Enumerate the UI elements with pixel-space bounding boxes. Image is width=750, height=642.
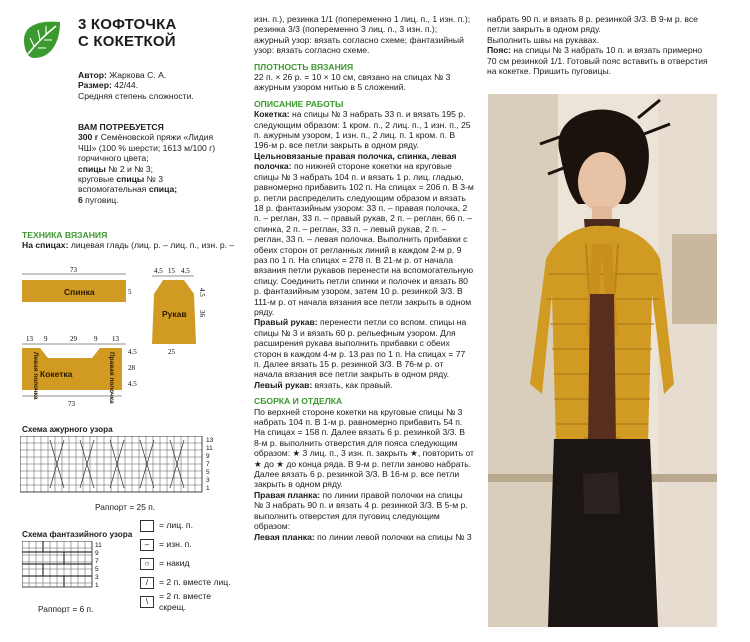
legend-item — [140, 535, 240, 554]
sleeve-bottom: 25 — [168, 348, 175, 356]
needles-text: № 2 и № 3; — [108, 163, 154, 174]
pattern-schematic — [18, 262, 240, 412]
legend-symbol: ○ — [140, 558, 154, 570]
legend-text: = накид — [159, 558, 190, 569]
leaf-icon — [20, 18, 64, 62]
work-heading: ОПИСАНИЕ РАБОТЫ — [254, 98, 344, 109]
buttons-text: пуговиц. — [85, 194, 119, 205]
body-section-label: Цельновязаные правая полочка, спинка, левая полочка: — [254, 150, 457, 172]
legend-text: = 2 п. вместе лиц. — [159, 577, 231, 588]
title-line-2: С КОКЕТКОЙ — [78, 33, 176, 50]
fancy-row-7: 7 — [95, 558, 99, 565]
lace-row-1: 1 — [206, 485, 210, 492]
page-title — [78, 16, 177, 50]
yoke-label: Кокетка — [40, 369, 73, 379]
technique-heading: ТЕХНИКА ВЯЗАНИЯ — [22, 230, 108, 240]
legend-text: = 2 п. вместе скрещ. — [159, 591, 212, 612]
left-placket-label: Левая планка: — [254, 531, 315, 542]
sleeve-top-a: 4.5 — [154, 267, 163, 275]
sleeve-top-c: 4.5 — [181, 267, 190, 275]
yoke-side-2: 28 — [128, 364, 135, 372]
belt-label: Пояс: — [487, 45, 511, 56]
back-height-label: 5 — [128, 288, 132, 296]
density-text: 22 п. × 26 р. = 10 × 10 см, связано на спицах № 3 ажурным узором нитью в 5 сложений. — [254, 72, 451, 93]
instructions-column — [254, 14, 474, 542]
difficulty: Средняя степень сложности. — [78, 90, 194, 101]
yoke-section-label: Кокетка: — [254, 109, 290, 120]
lace-repeat: Раппорт = 25 п. — [95, 502, 156, 512]
technique-needles-text: лицевая гладь (лиц. р. – лиц. п., изн. р. – — [70, 240, 235, 251]
lace-chart-title: Схема ажурного узора — [22, 425, 113, 434]
materials-block — [78, 122, 230, 205]
patterns-intro: изн. п.), резинка 1/1 (попеременно 1 лиц. п., 1 изн. п.); резинка 3/3 (попеременно 3 лиц. п., 3 изн. п.); ажурный узор: вязать согласно схеме; фантазийный узор: вязать согласно схеме. — [254, 14, 471, 56]
fancy-row-9: 9 — [95, 550, 99, 557]
legend-text: = лиц. п. — [159, 520, 193, 531]
fancy-repeat: Раппорт = 6 п. — [38, 604, 94, 614]
right-front-label: Правая полочка — [108, 352, 115, 404]
lace-row-3: 3 — [206, 477, 210, 484]
title-line-1: 3 КОФТОЧКА — [78, 16, 177, 33]
sleeve-side-a: 4.5 — [198, 288, 206, 297]
yarn-text: Семёновской пряжи «Лидия ЧШ» (100 % шерсти; 1613 м/100 г) горчичного цвета; — [78, 132, 216, 164]
lace-chart-grid — [20, 436, 225, 498]
lace-row-9: 9 — [206, 453, 210, 460]
right-placket-label: Правая планка: — [254, 489, 321, 500]
skirt — [548, 439, 658, 627]
continuation-column — [487, 14, 712, 76]
legend-symbol — [140, 520, 154, 532]
fancy-row-3: 3 — [95, 574, 99, 581]
yoke-top-3: 29 — [70, 335, 77, 343]
left-front-label: Левая полочка — [32, 352, 39, 400]
yarn-amount: 300 г — [78, 132, 99, 143]
lace-row-13: 13 — [206, 437, 214, 444]
author-value: Жаркова С. А. — [109, 70, 167, 80]
yoke-top-4: 9 — [94, 335, 98, 343]
left-sleeve-text: вязать, как правый. — [314, 379, 393, 390]
legend-text: = изн. п. — [159, 539, 192, 550]
size-label: Размер: — [78, 80, 112, 91]
author-label: Автор: — [78, 70, 107, 80]
density-heading: ПЛОТНОСТЬ ВЯЗАНИЯ — [254, 61, 354, 72]
sleeve-top-b: 15 — [168, 267, 175, 275]
lace-row-11: 11 — [206, 445, 213, 452]
legend-item — [140, 592, 240, 611]
aux-pre: вспомогательная — [78, 184, 147, 195]
aux-label: спица; — [148, 184, 178, 195]
needles-label: спицы — [78, 163, 106, 174]
fancy-chart-title: Схема фантазийного узора — [22, 530, 133, 539]
legend-item — [140, 573, 240, 592]
model-photo — [488, 94, 717, 627]
technique-block — [22, 230, 237, 251]
lace-row-7: 7 — [206, 461, 210, 468]
fancy-row-5: 5 — [95, 566, 99, 573]
yoke-top-5: 13 — [112, 335, 119, 343]
symbol-legend — [140, 516, 240, 611]
right-sleeve-text: перенести петли со вспом. спицы на спицы № 3 и вязать 60 р. рельефным узором. Для расширения рукава выполнить прибавки с обеих сторон в каждом 4-м р. 13 раз по 1 п. На спицах = 77 п. Далее вязать 15 р. резинкой 3/3. В 76-м р. от начала вязания все петли закрыть в одном ряду. — [254, 317, 467, 380]
circ-pre: круговые — [78, 174, 114, 185]
body-section-text: по нижней стороне кокетки на круговые спицы № 3 набрать 104 п. и вязать 1 р. лиц. гладью, равномерно прибавить 102 п. На спицах = 206 п. В 3-м р. петли распределить следующим образом и вязать 18 р. фантазийным узором: 33 п. – правая полочка, 2 п. – реглан, 33 п. – правый рукав, 2 п. – реглан, 66 п. – спинка, 2 п. – реглан, 33 п. – левый рукав, 2 п. – реглан, 33 п. – левая полочка. Выполнить прибавки с обеих сторон от регланных линий в каждом 2-м р. 9 раз по 1 п. На спицах = 278 п. В 21-м р. от начала вязания петли рукавов перенести на вспомогательную спицу. Соединить петли спинки и полочек и вязать 80 р. фантазийным узором, затем 10 р. резинкой 3/3. В 111-м р. от начала вязания все петли закрыть в одном ряду. — [254, 161, 474, 317]
materials-heading: ВАМ ПОТРЕБУЕТСЯ — [78, 122, 164, 132]
assembly-text: По верхней стороне кокетки на круговые спицы № 3 набрать 104 п. В 1-м р. равномерно прибавить 54 п. На спицах = 158 п. Далее вязать 6 р. резинкой 3/3. В 8-м р. выполнить отверстия для пояса следующим образом: ★ 3 лиц. п., 3 изн. п. закрыть ★, повторить от ★ до ★ до конца ряда. В 9-м р. петли заново набрать. Далее вязать 6 р. резинкой 3/3. В 16-м р. все петли закрыть в одном ряду. — [254, 406, 474, 490]
right-sleeve-label: Правый рукав: — [254, 317, 318, 328]
seams-text: Выполнить швы на рукавах. — [487, 34, 600, 45]
right-placket-text: по линии правой полочки на спицы № 3 набрать 90 п. и вязать 4 р. резинкой 3/3. В 5-м р. выполнить отверстия для пуговиц следующим образом: — [254, 489, 468, 532]
left-sleeve-label: Левый рукав: — [254, 379, 313, 390]
sleeve-label: Рукав — [162, 309, 187, 319]
meta-block — [78, 70, 228, 101]
back-label: Спинка — [64, 287, 95, 297]
circ-label: спицы — [116, 174, 145, 185]
assembly-heading: СБОРКА И ОТДЕЛКА — [254, 396, 343, 407]
legend-symbol: / — [140, 577, 154, 589]
circ-text: № 3 — [146, 174, 164, 185]
technique-needles-label: На спицах: — [22, 240, 69, 251]
belt-text: на спицы № 3 набрать 10 п. и вязать примерно 70 см резинкой 1/1. Готовый пояс вставить в отверстия на кокетке. Пришить пуговицы. — [487, 45, 708, 77]
left-placket-text: по линии левой полочки на спицы № 3 — [317, 531, 472, 542]
yoke-top-1: 13 — [26, 335, 33, 343]
lace-row-5: 5 — [206, 469, 210, 476]
fancy-row-1: 1 — [95, 582, 99, 589]
yoke-side-3: 4.5 — [128, 380, 137, 388]
yoke-side-1: 4.5 — [128, 348, 137, 356]
back-width-label: 73 — [70, 266, 77, 274]
fancy-chart-grid — [22, 541, 107, 591]
legend-item — [140, 516, 240, 535]
legend-symbol: \ — [140, 596, 154, 608]
legend-symbol: – — [140, 539, 154, 551]
legend-item — [140, 554, 240, 573]
yoke-top-2: 9 — [44, 335, 48, 343]
fancy-row-11: 11 — [95, 542, 102, 549]
sleeve-side-b: 36 — [198, 310, 206, 317]
yoke-bottom: 73 — [68, 400, 75, 408]
yoke-section-text: на спицы № 3 набрать 33 п. и вязать 195 р. следующим образом: 1 кром. п., 2 лиц. п., 1 изн. п., 25 п. ажурным узором, 1 изн. п., 2 лиц. п. 1 кром. п. В 196-м р. все петли закрыть в одном ряду. — [254, 109, 471, 151]
size-value: 42/44. — [114, 80, 139, 91]
placket-continuation: набрать 90 п. и вязать 8 р. резинкой 3/3. В 9-м р. все петли закрыть в одном ряду. — [487, 14, 698, 35]
buttons-count: 6 — [78, 194, 83, 205]
